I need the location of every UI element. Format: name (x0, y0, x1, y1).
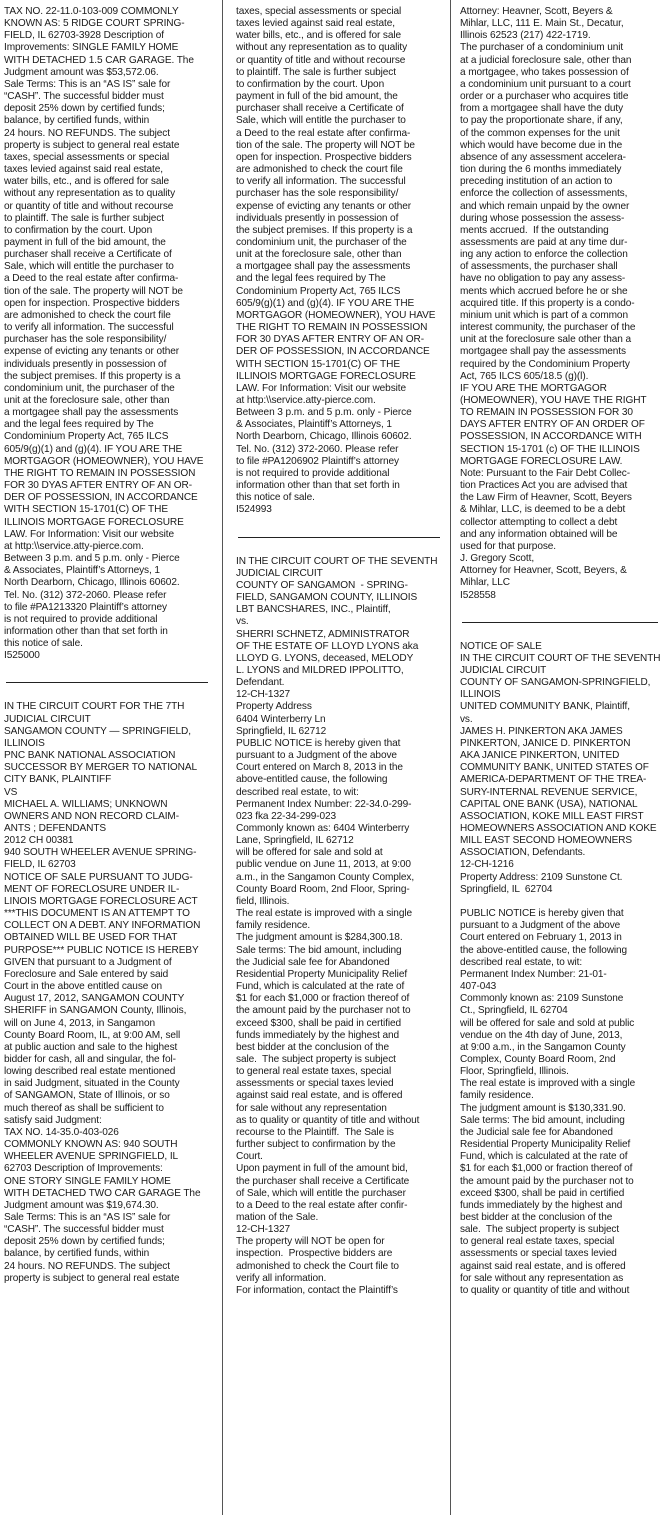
column-3 (460, 6, 660, 1515)
notice-pnc-bank-williams: IN THE CIRCUIT COURT FOR THE 7TH JUDICIAL CIRCUIT SANGAMON COUNTY — SPRINGFIELD, ILLINOIS PNC BANK NATIONAL ASSOCIATION SUCCESSOR BY MERGER TO NATIONAL CITY BANK, PLAINTIFF VS MICHAEL A. WILLIAMS; UNKNOWN OWNERS AND NON RECORD CLAIM- ANTS ; DEFENDANTS 2012 CH 00381 940 SOUTH WHEELER AVENUE SPRING- FIELD, IL 62703 NOTICE OF SALE PURSUANT TO JUDG- MENT OF FORECLOSURE UNDER IL- LINOIS MORTGAGE FORECLOSURE ACT ***THIS DOCUMENT IS AN ATTEMPT TO COLLECT ON A DEBT. ANY INFORMATION OBTAINED WILL BE USED FOR THAT PURPOSE*** PUBLIC NOTICE IS HEREBY GIVEN that pursuant to a Judgment of Foreclosure and Sale entered by said Court in the above entitled cause on August 17, 2012, SANGAMON COUNTY SHERIFF in SANGAMON County, Illinois, will on June 4, 2013, in Sangamon County Board Room, IL, at 9:00 AM, sell at public auction and sale to the highest bidder for cash, all and singular, the fol- lowing described real estate mentioned in said Judgment, situated in the County of SANGAMON, State of Illinois, or so much thereof as shall be sufficient to satisfy said Judgment: TAX NO. 14-35.0-403-026 COMMONLY KNOWN AS: 940 SOUTH WHEELER AVENUE SPRINGFIELD, IL 62703 Description of Improvements: ONE STORY SINGLE FAMILY HOME WITH DETACHED TWO CAR GARAGE The Judgment amount was $19,674.30. Sale Terms: This is an “AS IS” sale for “CASH”. The successful bidder must deposit 25% down by certified funds; balance, by certified funds, within 24 hours. NO REFUNDS. The subject property is subject to general real estate (4, 701, 201, 1284)
notice-united-community-bank-pinkerton: NOTICE OF SALE IN THE CIRCUIT COURT OF THE SEVENTH JUDICIAL CIRCUIT COUNTY OF SANGAMON-SPRINGFIELD, ILLINOIS UNITED COMMUNITY BANK, Plaintiff, vs. JAMES H. PINKERTON AKA JAMES PINKERTON, JANICE D. PINKERTON AKA JANICE PINKERTON, UNITED COMMUNITY BANK, UNITED STATES OF AMERICA-DEPARTMENT OF THE TREA- SURY-INTERNAL REVENUE SERVICE, CAPITAL ONE BANK (USA), NATIONAL ASSOCIATION, KOKE MILL EAST FIRST HOMEOWNERS ASSOCIATION AND KOKE MILL EAST SECOND HOMEOWNERS ASSOCIATION, Defendants. 12-CH-1216 Property Address: 2109 Sunstone Ct. Springfield, IL 62704 PUBLIC NOTICE is hereby given that pursuant to a Judgment of the above Court entered on February 1, 2013 in the above-entitled cause, the following described real estate, to wit: Permanent Index Number: 21-01- 407-043 Commonly known as: 2109 Sunstone Ct., Springfield, IL 62704 will be offered for sale and sold at public vendue on the 4th day of June, 2013, at 9:00 a.m., in the Sangamon County Complex, County Board Room, 2nd Floor, Springfield, Illinois. The real estate is improved with a single family residence. The judgment amount is $130,331.90. Sale terms: The bid amount, including the Judicial sale fee for Abandoned Residential Property Municipality Relief Fund, which is calculated at the rate of $1 for each $1,000 or fraction thereof of the amount paid by the purchaser not to exceed $300, shall be paid in certified funds immediately by the highest and best bidder at the conclusion of the sale. The subject property is subject to general real estate taxes, special assessments or special taxes levied against said real estate, and is offered for sale without any representation as to quality or quantity of title and without (460, 640, 660, 1296)
notice-separator (6, 682, 208, 683)
notice-lbt-bancshares-schnetz: IN THE CIRCUIT COURT OF THE SEVENTH JUDICIAL CIRCUIT COUNTY OF SANGAMON - SPRING- FIELD, SANGAMON COUNTY, ILLINOIS LBT BANCSHARES, INC., Plaintiff, vs. SHERRI SCHNETZ, ADMINISTRATOR OF THE ESTATE OF LLOYD LYONS aka LLOYD G. LYONS, deceased, MELODY L. LYONS and MILDRED IPPOLITTO, Defendant. 12-CH-1327 Property Address 6404 Winterberry Ln Springfield, IL 62712 PUBLIC NOTICE is hereby given that pursuant to a Judgment of the above Court entered on March 8, 2013 in the above-entitled cause, the following described real estate, to wit: Permanent Index Number: 22-34.0-299- 023 fka 22-34-299-023 Commonly known as: 6404 Winterberry Lane, Springfield, IL 62712 will be offered for sale and sold at public vendue on June 11, 2013, at 9:00 a.m., in the Sangamon County Complex, County Board Room, 2nd Floor, Spring- field, Illinois. The real estate is improved with a single family residence. The judgment amount is $284,300.18. Sale terms: The bid amount, including the Judicial sale fee for Abandoned Residential Property Municipality Relief Fund, which is calculated at the rate of $1 for each $1,000 or fraction thereof of the amount paid by the purchaser not to exceed $300, shall be paid in certified funds immediately by the highest and best bidder at the conclusion of the sale. The subject property is subject to general real estate taxes, special assessments or special taxes levied against said real estate, and is offered for sale without any representation as to quality or quantity of title and without recourse to the Plaintiff. The Sale is further subject to confirmation by the Court. Upon payment in full of the amount bid, the purchaser shall receive a Certificate of Sale, which will entitle the purchaser to a Deed to the real estate after confir- mation of the Sale. 12-CH-1327 The property will NOT be open for inspection. Prospective bidders are admonished to check the Court file to verify all information. For information, contact the Plaintiff’s (236, 555, 438, 1296)
notice-separator (462, 622, 658, 623)
column-divider (450, 0, 451, 1515)
column-1 (4, 6, 210, 1515)
notice-separator (238, 537, 440, 538)
notice-pnc-bank-williams-continued: taxes, special assessments or special taxes levied against said real estate, water bills, etc., and is offered for sale without any representation as to quality or quantity of title and without recourse to plaintiff. The sale is further subject to confirmation by the court. Upon payment in full of the bid amount, the purchaser shall receive a Certificate of Sale, which will entitle the purchaser to a Deed to the real estate after confirma- tion of the sale. The property will NOT be open for inspection. Prospective bidders are admonished to check the court file to verify all information. The successful purchaser has the sole responsibility/ expense of evicting any tenants or other individuals presently in possession of the subject premises. If this property is a condominium unit, the purchaser of the unit at the foreclosure sale, other than a mortgagee shall pay the assessments and the legal fees required by The Condominium Property Act, 765 ILCS 605/9(g)(1) and (g)(4). IF YOU ARE THE MORTGAGOR (HOMEOWNER), YOU HAVE THE RIGHT TO REMAIN IN POSSESSION FOR 30 DYAS AFTER ENTRY OF AN OR- DER OF POSSESSION, IN ACCORDANCE WITH SECTION 15-1701(C) OF THE ILLINOIS MORTGAGE FORECLOSURE LAW. For Information: Visit our website at http:\\service.atty-pierce.com. Between 3 p.m. and 5 p.m. only - Pierce & Associates, Plaintiff’s Attorneys, 1 North Dearborn, Chicago, Illinois 60602. Tel. No. (312) 372-2060. Please refer to file #PA1206902 Plaintiff’s attorney is not required to provide additional information other than that set forth in this notice of sale. I524993 (236, 6, 436, 516)
notice-lbt-bancshares-schnetz-continued: Attorney: Heavner, Scott, Beyers & Mihlar, LLC, 111 E. Main St., Decatur, Illinois 62523 (217) 422-1719. The purchaser of a condominium unit at a judicial foreclosure sale, other than a mortgagee, who takes possession of a condominium unit pursuant to a court order or a purchaser who acquires title from a mortgagee shall have the duty to pay the proportionate share, if any, of the common expenses for the unit which would have become due in the absence of any assessment accelera- tion during the 6 months immediately preceding institution of an action to enforce the collection of assessments, and which remain unpaid by the owner during whose possession the assess- ments accrued. If the outstanding assessments are paid at any time dur- ing any action to enforce the collection of assessments, the purchaser shall have no obligation to pay any assess- ments which accrued before he or she acquired title. If this property is a condo- minium unit which is part of a common interest community, the purchaser of the unit at the foreclosure sale other than a mortgagee shall pay the assessments required by the Condominium Property Act, 765 ILCS 605/18.5 (g)(l). IF YOU ARE THE MORTGAGOR (HOMEOWNER), YOU HAVE THE RIGHT TO REMAIN IN POSSESSION FOR 30 DAYS AFTER ENTRY OF AN ORDER OF POSSESSION, IN ACCORDANCE WITH SECTION 15-1701 (c) OF THE ILLINOIS MORTGAGE FORECLOSURE LAW. Note: Pursuant to the Fair Debt Collec- tion Practices Act you are advised that the Law Firm of Heavner, Scott, Beyers & Mihlar, LLC, is deemed to be a debt collector attempting to collect a debt and any information obtained will be used for that purpose. J. Gregory Scott, Attorney for Heavner, Scott, Beyers, & Mihlar, LLC I528558 (460, 6, 647, 601)
column-divider (222, 0, 223, 1515)
notice-foreclosure-ridge-court-continued: TAX NO. 22-11.0-103-009 COMMONLY KNOWN AS: 5 RIDGE COURT SPRING- FIELD, IL 62703-3928 Description of Improvements: SINGLE FAMILY HOME WITH DETACHED 1.5 CAR GARAGE. The Judgment amount was $53,572.06. Sale Terms: This is an “AS IS” sale for “CASH”. The successful bidder must deposit 25% down by certified funds; balance, by certified funds, within 24 hours. NO REFUNDS. The subject property is subject to general real estate taxes, special assessments or special taxes levied against said real estate, water bills, etc., and is offered for sale without any representation as to quality or quantity of title and without recourse to plaintiff. The sale is further subject to confirmation by the court. Upon payment in full of the bid amount, the purchaser shall receive a Certificate of Sale, which will entitle the purchaser to a Deed to the real estate after confirma- tion of the sale. The property will NOT be open for inspection. Prospective bidders are admonished to check the court file to verify all information. The successful purchaser has the sole responsibility/ expense of evicting any tenants or other individuals presently in possession of the subject premises. If this property is a condominium unit, the purchaser of the unit at the foreclosure sale, other than a mortgagee shall pay the assessments and the legal fees required by The Condominium Property Act, 765 ILCS 605/9(g)(1) and (g)(4). IF YOU ARE THE MORTGAGOR (HOMEOWNER), YOU HAVE THE RIGHT TO REMAIN IN POSSESSION FOR 30 DYAS AFTER ENTRY OF AN OR- DER OF POSSESSION, IN ACCORDANCE WITH SECTION 15-1701(C) OF THE ILLINOIS MORTGAGE FORECLOSURE LAW. For Information: Visit our website at http:\\service.atty-pierce.com. Between 3 p.m. and 5 p.m. only - Pierce & Associates, Plaintiff’s Attorneys, 1 North Dearborn, Chicago, Illinois 60602. Tel. No. (312) 372-2060. Please refer to file #PA1213320 Plaintiff’s attorney is not required to provide additional information other than that set forth in this notice of sale. I525000 (4, 6, 204, 662)
column-2 (236, 6, 442, 1515)
